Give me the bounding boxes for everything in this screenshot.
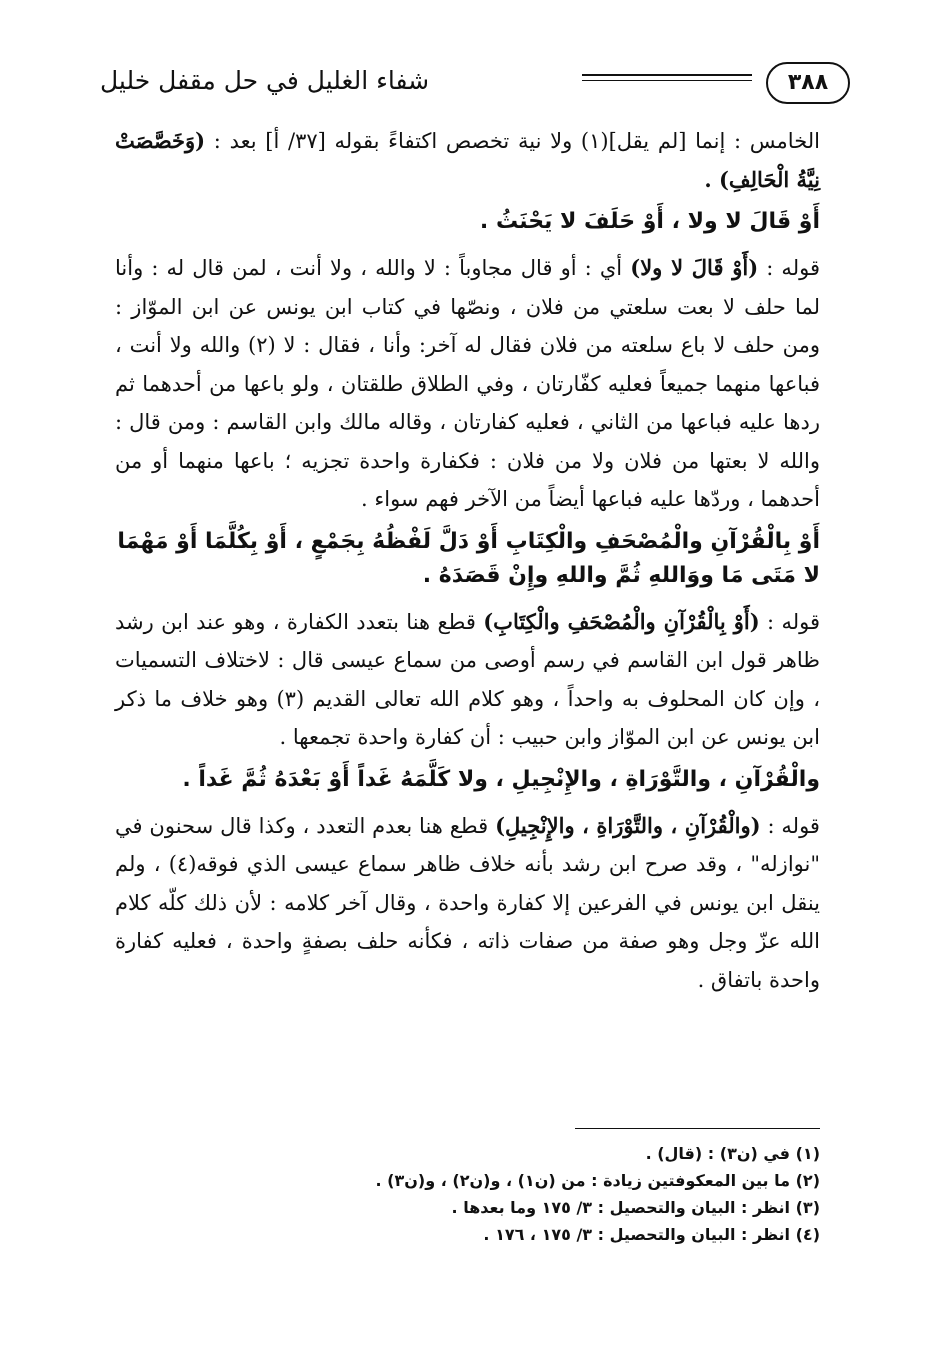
book-title: شفاء الغليل في حل مقفل خليل (100, 66, 430, 95)
matn-line-2: أَوْ بِالْقُرْآنِ والْمُصْحَفِ والْكِتَابِ أَوْ دَلَّ لَفْظُهُ بِجَمْعٍ ، أَوْ بِكُلَّمَا أَوْ مَهْمَا لا مَتَى مَا ووَاللهِ ثُمَّ واللهِ وإِنْ قَصَدَهُ . (117, 528, 820, 588)
page-body (115, 122, 820, 1005)
footnotes (120, 1140, 820, 1248)
matn-line-3: والْقُرْآنِ ، والتَّوْرَاةِ ، والإِنْجِيلِ ، ولا كَلَّمَهُ غَداً أَوْ بَعْدَهُ ثُمَّ غَداً . (182, 766, 820, 792)
footnote-1: (١) في (ن٣) : (قال) . (645, 1144, 820, 1163)
header-rule-thin (582, 80, 752, 81)
paragraph-3 (115, 603, 820, 757)
page-number: ٣٨٨ (766, 62, 850, 104)
footnote-separator (575, 1128, 820, 1129)
footnote-2: (٢) ما بين المعكوفتين زيادة : من (ن١) ، و(ن٢) ، و(ن٣) . (375, 1171, 820, 1190)
quoted-matn: (أَوْ بِالْقُرْآنِ والْمُصْحَفِ والْكِتَابِ) (483, 608, 760, 634)
footnote-4: (٤) انظر : البيان والتحصيل : ٣/ ١٧٥ ، ١٧٦ . (483, 1225, 820, 1244)
paragraph-2 (115, 249, 820, 519)
matn-line-1: أَوْ قَالَ لا ولا ، أَوْ حَلَفَ لا يَحْنَثُ . (479, 209, 820, 234)
paragraph-lead: قوله : (759, 609, 820, 634)
paragraph-1 (115, 122, 820, 199)
paragraph-text: قطع هنا بتعدد الكفارة ، وهو عند ابن رشد ظاهر قول ابن القاسم في رسم أوصى من سماع عيسى قال : لاختلاف التسميات ، وإن كان المحلوف به واحداً ، وهو كلام الله تعالى القديم (٣) وهو خلاف ما ذكر ابن يونس عن ابن الموّاز وابن حبيب : أن كفارة واحدة تجمعها . (115, 609, 820, 749)
paragraph-text: قطع هنا بعدم التعدد ، وكذا قال سحنون في "نوازله" ، وقد صرح ابن رشد بأنه خلاف ظاهر سماع عيسى الذي فوقه(٤) ، ولم ينقل ابن يونس في الفرعين إلا كفارة واحدة ، وقال آخر كلامه : لأن ذلك كلّه كلام الله عزّ وجل وهو صفة من صفات ذاته ، فكأنه حلف بصفةٍ واحدة ، فعليه كفارة واحدة باتفاق . (115, 813, 820, 992)
paragraph-text: أي : أو قال مجاوباً : لا والله ، ولا أنت ، لمن قال له : وأنا لما حلف لا بعت سلعتي من فلان ، ونصّها في كتاب ابن يونس عن ابن الموّاز : ومن حلف لا باع سلعته من فلان فقال له آخر: وأنا ، فقال : لا (٢) والله ولا أنت ، فباعها منهما جميعاً فعليه كفّارتان ، وفي الطلاق طلقتان ، ولو باعها من أحدهما ثم ردها عليه فباعها من الثاني ، فعليه كفارتان ، وقاله مالك وابن القاسم : ومن قال : والله لا بعتها من فلان ولا من فلان : فكفارة واحدة تجزيه ؛ باعها منهما أو من أحدهما ، وردّها عليه فباعها أيضاً من الآخر فهم سواء . (115, 256, 820, 511)
quoted-matn: (وَخَصَّصَتْ نِيَّةُ الْحَالِفِ) . (115, 128, 820, 192)
paragraph-lead: قوله : (760, 813, 820, 838)
quoted-matn: (والْقُرْآنِ ، والتَّوْرَاةِ ، والإِنْجِيلِ) (495, 812, 761, 838)
page-header (100, 62, 850, 112)
footnote-3: (٣) انظر : البيان والتحصيل : ٣/ ١٧٥ وما بعدها . (451, 1198, 820, 1217)
paragraph-text: الخامس : إنما [لم يقل](١) ولا نية تخصص اكتفاءً بقوله [٣٧/ أ] بعد : (205, 129, 820, 153)
quoted-matn: (أَوْ قَالَ لا ولا) (630, 255, 759, 280)
paragraph-4 (115, 807, 820, 1000)
paragraph-lead: قوله : (758, 256, 820, 280)
header-rule (582, 74, 752, 76)
